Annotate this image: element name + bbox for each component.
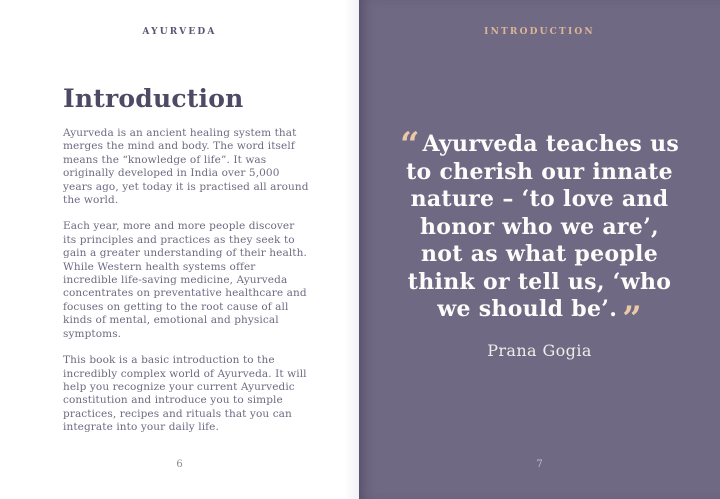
left-page: [0, 0, 359, 499]
left-page-content: [63, 84, 311, 448]
page-number-right: 7: [536, 459, 543, 470]
quote-line: nature – ‘to love and: [410, 186, 669, 212]
page-title: Introduction: [63, 84, 244, 113]
quote-line-text: we should be’.: [437, 296, 618, 322]
page-number-left: 6: [176, 459, 183, 470]
quote-line: honor who we are’,: [419, 213, 659, 240]
running-head-right: INTRODUCTION: [484, 27, 595, 37]
quote-line-text: Ayurveda teaches us: [422, 131, 680, 157]
quote-line: to cherish our innate: [406, 158, 673, 185]
open-quote-icon: “: [399, 125, 420, 165]
body-paragraph: Each year, more and more people discover its principles and practices as they seek to gain a greater understanding of their health. While Western health systems offer incredible life-saving medicine, Ayurveda concentrates on preventative healthcare and focuses on getting to the root cause of all kinds of mental, emotional and physical symptoms.: [63, 220, 307, 340]
body-paragraph: Ayurveda is an ancient healing system that merges the mind and body. The word itself means the “knowledge of life”. It was originally developed in India over 5,000 years ago, yet today it is practised all around the world.: [63, 127, 309, 207]
quote-line: [359, 125, 720, 165]
close-quote-icon: ”: [622, 299, 642, 339]
right-page: [359, 0, 720, 499]
pull-quote: [359, 125, 720, 339]
running-head-left: AYURVEDA: [142, 27, 217, 37]
quote-line: [359, 296, 720, 339]
body-paragraph: This book is a basic introduction to the incredibly complex world of Ayurveda. It will help you recognize your current Ayurvedic constitution and introduce you to simple practices, recipes and rituals that you can integrate into your daily life.: [63, 354, 307, 434]
quote-attribution: Prana Gogia: [487, 341, 592, 360]
quote-line: not as what people: [421, 241, 658, 267]
quote-line: think or tell us, ‘who: [407, 268, 672, 295]
